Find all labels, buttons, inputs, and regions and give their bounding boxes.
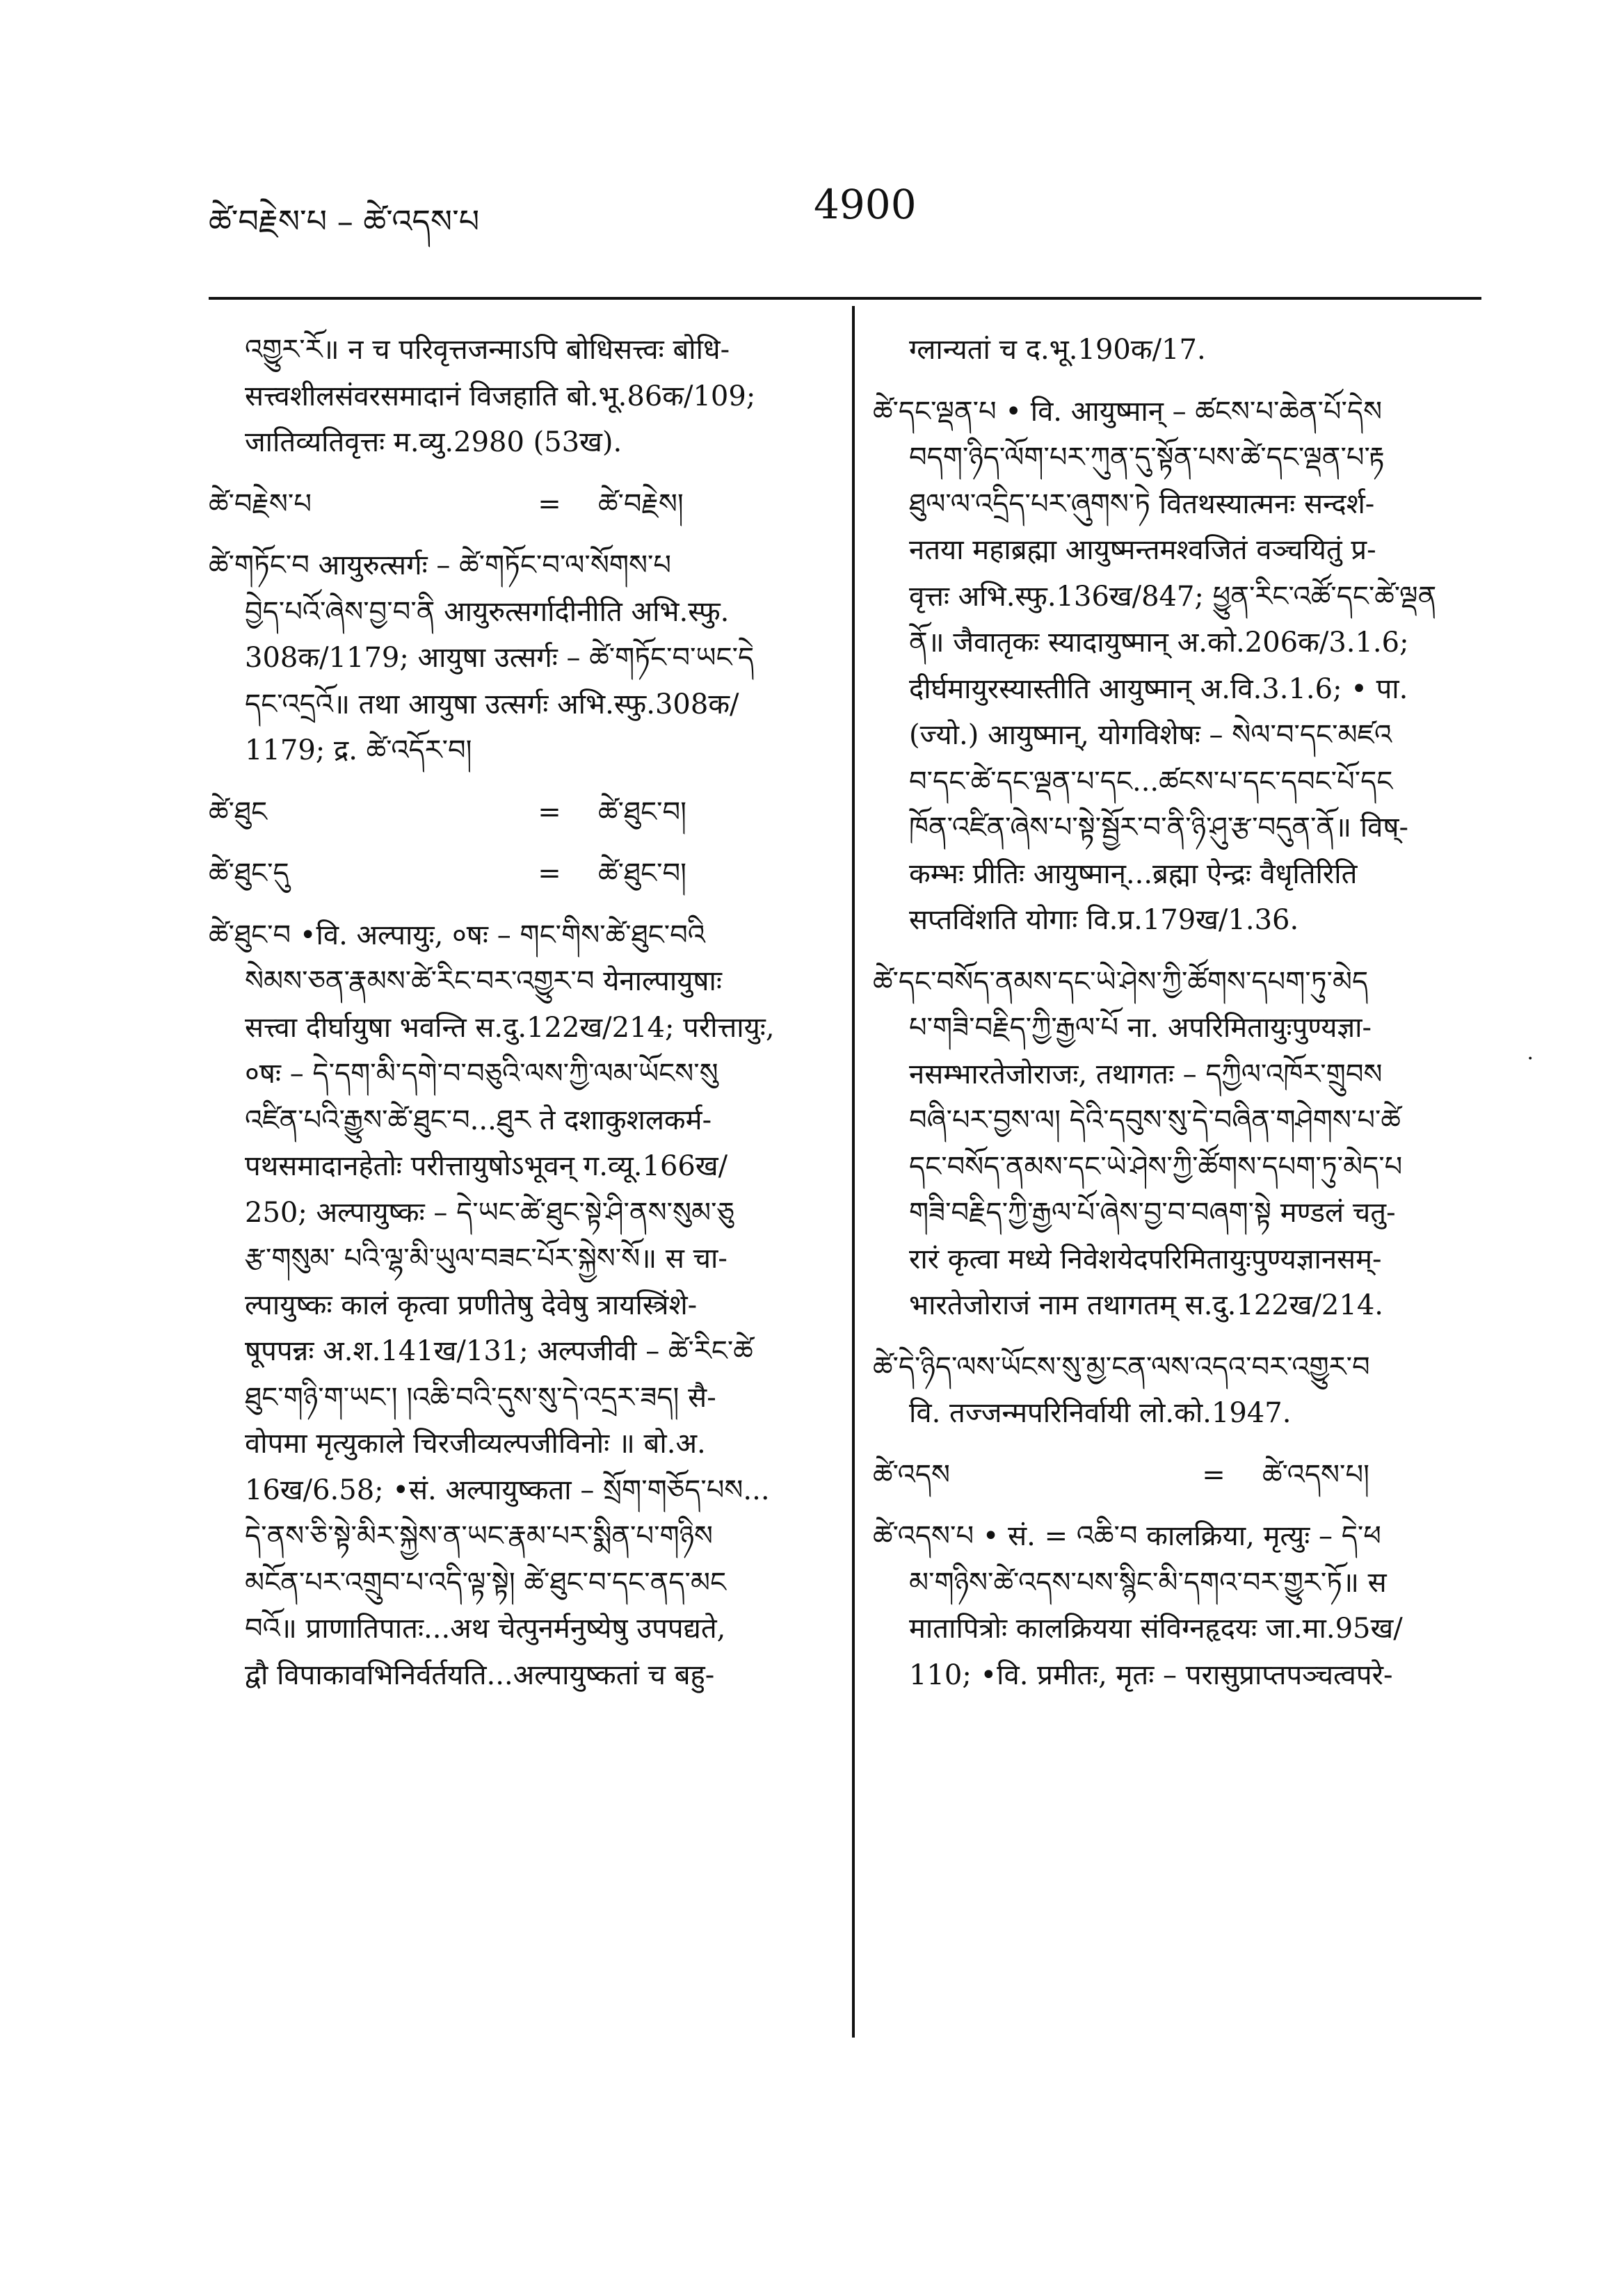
entry-headline: ཚེ་དང་བསོད་ནམས་དང་ཡེ་ཤེས་ཀྱི་ཚོགས་དཔག་ཏུ་མེད <box>873 965 1369 998</box>
entry-line: वि. तज्जन्मपरिनिर्वायी लो.को.1947. <box>909 1397 1292 1429</box>
entry-line: ल्पायुष्कः कालं कृत्वा प्रणीतेषु देवेषु त्रायस्त्रिंशे- <box>245 1289 698 1321</box>
entry-headline: ཚེ་དེ་ཉིད་ལས་ཡོངས་སུ་མྱ་ངན་ལས་འདའ་བར་འགྱུར་བ <box>873 1350 1370 1383</box>
left-column <box>209 327 821 1698</box>
dictionary-entry <box>873 389 1485 944</box>
entry-line: ཐུང་གཉི་ག་ཡང་། །འཆི་བའི་དུས་སུ་དེ་འདྲར་ཟད། सै- <box>245 1381 716 1414</box>
entry-line: जातिव्यतिवृत्तः म.व्यु.2980 (53ख). <box>245 426 622 458</box>
entry-line: सत्त्वा दीर्घायुषा भवन्ति स.दु.122ख/214; परीत्तायुः, <box>245 1011 775 1044</box>
equals-sign: = <box>538 487 561 520</box>
entry-line: षूपपन्नः अ.श.141ख/131; अल्पजीवी – ཚེ་རིང་ཚེ <box>245 1335 753 1367</box>
entry-line: सप्तविंशति योगाः वि.प्र.179ख/1.36. <box>909 904 1299 936</box>
entry-line: འགྱུར་རོ॥ न च परिवृत्तजन्माऽपि बोधिसत्त्वः बोधि- <box>245 334 730 366</box>
cross-reference-entry <box>873 1452 1485 1499</box>
entry-line: कम्भः प्रीतिः आयुष्मान्...ब्रह्मा ऐन्द्रः वैधृतिरिति <box>909 857 1358 890</box>
entry-line: (ज्यो.) आयुष्मान्, योगविशेषः – སེལ་བ་དང་མཛའ <box>909 719 1392 751</box>
entry-line: ०षः – དེ་དག་མི་དགེ་བ་བཅུའི་ལས་ཀྱི་ལམ་ཡོངས་སུ <box>245 1058 718 1090</box>
entry-line: वोपमा मृत्युकाले चिरजीव्यल्पजीविनोः ॥ बो.अ. <box>245 1428 706 1460</box>
column-divider <box>852 306 855 2038</box>
entry-line: མ་གཉིས་ཚེ་འདས་པས་སྙིང་མི་དགའ་བར་གྱུར་ཏོ॥ स <box>909 1566 1387 1599</box>
equals-sign: = <box>538 857 561 889</box>
dictionary-entry <box>873 1513 1485 1698</box>
xref-headword: ཚེ་ཐུང <box>209 796 268 828</box>
entry-line: བདག་ཉིད་ལོག་པར་ཀུན་དུ་སྟོན་པས་ཚེ་དང་ལྡན་པ་རྟ <box>909 442 1385 474</box>
entry-line: དེ་ནས་ཅི་སྟེ་མིར་སྐྱེས་ན་ཡང་རྣམ་པར་སྨིན་པ་གཉིས <box>245 1520 714 1552</box>
entry-line: བྱེད་པའོ་ཞེས་བྱ་བ་ནི आयुरुत्सर्गादीनीति अभि.स्फु. <box>245 595 730 628</box>
equals-sign: = <box>538 796 561 828</box>
entry-line: मातापित्रोः कालक्रियया संविग्नहृदयः जा.मा.95ख/ <box>909 1613 1403 1645</box>
entry-line: पथसमादानहेतोः परीत्तायुषोऽभूवन् ग.व्यू.166ख/ <box>245 1150 728 1182</box>
entry-line: ཐུལ་ལ་འདྲིད་པར་ཞུགས་ཏེ वितथस्यात्मनः सन्दर्श- <box>909 487 1375 520</box>
entry-line: སེམས་ཅན་རྣམས་ཚེ་རིང་བར་འགྱུར་བ येनाल्पायुषाः <box>245 965 722 997</box>
entry-line: सत्त्वशीलसंवरसमादानं विजहाति बो.भू.86क/109; <box>245 380 756 412</box>
dictionary-entry <box>209 542 821 774</box>
entry-line: ཁོན་འཛིན་ཞེས་པ་སྟེ་སྦྱོར་བ་ནི་ཉི་ཤུ་རྩ་བདུན་ནོ॥ विष्- <box>909 812 1408 844</box>
entry-line: दीर्घमायुरस्यास्तीति आयुष्मान् अ.वि.3.1.6; • पा. <box>909 672 1408 705</box>
xref-headword: ཚེ་བརྗེས་པ <box>209 487 312 520</box>
dictionary-entry <box>873 959 1485 1329</box>
cross-reference-entry <box>209 481 821 528</box>
running-head: ཚེ་བརྗེས་པ – ཚེ་འདས་པ <box>209 202 480 240</box>
dictionary-entry <box>873 1344 1485 1437</box>
xref-target: ཚེ་ཐུང་བ། <box>598 857 687 889</box>
xref-headword: ཚེ་ཐུང་དུ <box>209 857 289 889</box>
entry-line: བཞི་པར་བྱས་ལ། དེའི་དབུས་སུ་དེ་བཞིན་གཤེགས་པ་ཚེ <box>909 1104 1401 1136</box>
entry-line: नसम्भारतेजोराजः, तथागतः – དཀྱིལ་འཁོར་གྲུབས <box>909 1058 1383 1090</box>
entry-line: रारं कृत्वा मध्ये निवेशयेदपरिमितायुःपुण्यज्ञानसम्- <box>909 1243 1382 1275</box>
entry-headline: ཚེ་གཏོང་བ आयुरुत्सर्गः – ཚེ་གཏོང་བ་ལ་སོགས་པ <box>209 549 672 581</box>
entry-line: वृत्तः अभि.स्फु.136ख/847; ཕྱུན་རིང་འཚོ་དང་ཚེ་ལྡན <box>909 580 1437 613</box>
xref-headword: ཚེ་འདས <box>873 1458 951 1491</box>
entry-line: འཛིན་པའི་རྒྱུས་ཚེ་ཐུང་བ...ཐུར ते दशाकुशलकर्म- <box>245 1104 712 1136</box>
entry-line: བ་དང་ཚེ་དང་ལྡན་པ་དང...ཚངས་པ་དང་དབང་པོ་དང <box>909 765 1393 798</box>
entry-line: 1179; द्र. ཚེ་འདོར་བ། <box>245 734 472 766</box>
entry-line: དང་བསོད་ནམས་དང་ཡེ་ཤེས་ཀྱི་ཚོགས་དཔག་ཏུ་མེད་པ <box>909 1150 1403 1183</box>
entry-line: བའོ॥ प्राणातिपातः...अथ चेत्पुनर्मनुष्येषु उपपद्यते, <box>245 1613 726 1645</box>
header-rule <box>209 297 1481 300</box>
entry-line: ནོ॥ जैवातृकः स्यादायुष्मान् अ.को.206क/3.1.6; <box>909 627 1409 659</box>
xref-target: ཚེ་བརྗེས། <box>598 487 684 520</box>
right-column <box>873 327 1485 1698</box>
page-number: 4900 <box>814 181 917 228</box>
cross-reference-entry <box>209 850 821 897</box>
entry-headline: ཚེ་འདས་པ • सं. = འཆི་བ कालक्रिया, मृत्युः – དེ་ཕ <box>873 1520 1381 1552</box>
entry-line: གཟི་བརྗིད་ཀྱི་རྒྱལ་པོ་ཞེས་བྱ་བ་བཞག་སྟེ मण्डलं चतु- <box>909 1197 1396 1229</box>
xref-target: ཚེ་ཐུང་བ། <box>598 796 687 828</box>
continued-entry <box>209 327 821 466</box>
entry-line: རྩ་གསུམ་ པའི་ལྷ་མི་ཡུལ་བཟང་པོར་སྐྱེས་སོ॥ स चा- <box>245 1243 727 1275</box>
entry-line: དང་འདྲའོ॥ तथा आयुषा उत्सर्गः अभि.स्फु.308क/ <box>245 688 739 720</box>
entry-line: པ་གཟི་བརྗིད་ཀྱི་རྒྱལ་པོ ना. अपरिमितायुःपुण्यज्ञा- <box>909 1012 1372 1044</box>
dictionary-entry <box>209 912 821 1699</box>
entry-line: 250; अल्पायुष्कः – དེ་ཡང་ཚེ་ཐུང་སྟེ་ཤི་ནས་སུམ་ཅུ <box>245 1196 734 1229</box>
entry-line: द्वौ विपाकावभिनिर्वर्तयति...अल्पायुष्कतां च बहु- <box>245 1659 715 1691</box>
entry-line: མངོན་པར་འགྲུབ་པ་འདི་ལྟ་སྟེ། ཚེ་ཐུང་བ་དང་ནད་མང <box>245 1566 727 1599</box>
entry-line: नतया महाब्रह्मा आयुष्मन्तमश्वजितं वञ्चयितुं प्र- <box>909 534 1376 566</box>
continued-entry <box>873 327 1485 373</box>
entry-line: भारतेजोराजं नाम तथागतम् स.दु.122ख/214. <box>909 1289 1383 1321</box>
margin-mark: · <box>1527 1047 1534 1071</box>
entry-headline: ཚེ་དང་ལྡན་པ • वि. आयुष्मान् – ཚངས་པ་ཆེན་པོ་དེས <box>873 395 1383 428</box>
entry-line: 308क/1179; आयुषा उत्सर्गः – ཚེ་གཏོང་བ་ཡང་དེ <box>245 642 755 674</box>
entry-line: 16ख/6.58; •सं. अल्पायुष्कता – སྲོག་གཅོད་པས... <box>245 1474 770 1506</box>
cross-reference-entry <box>209 789 821 836</box>
entry-line: 110; •वि. प्रमीतः, मृतः – परासुप्राप्तपञ्चत्वपरे- <box>909 1659 1393 1691</box>
entry-line: ग्लान्यतां च द.भू.190क/17. <box>909 334 1206 366</box>
equals-sign: = <box>1202 1458 1225 1491</box>
entry-headline: ཚེ་ཐུང་བ •वि. अल्पायुः, ०षः – གང་གིས་ཚེ་ཐུང་བའི <box>209 919 705 951</box>
xref-target: ཚེ་འདས་པ། <box>1262 1458 1369 1491</box>
